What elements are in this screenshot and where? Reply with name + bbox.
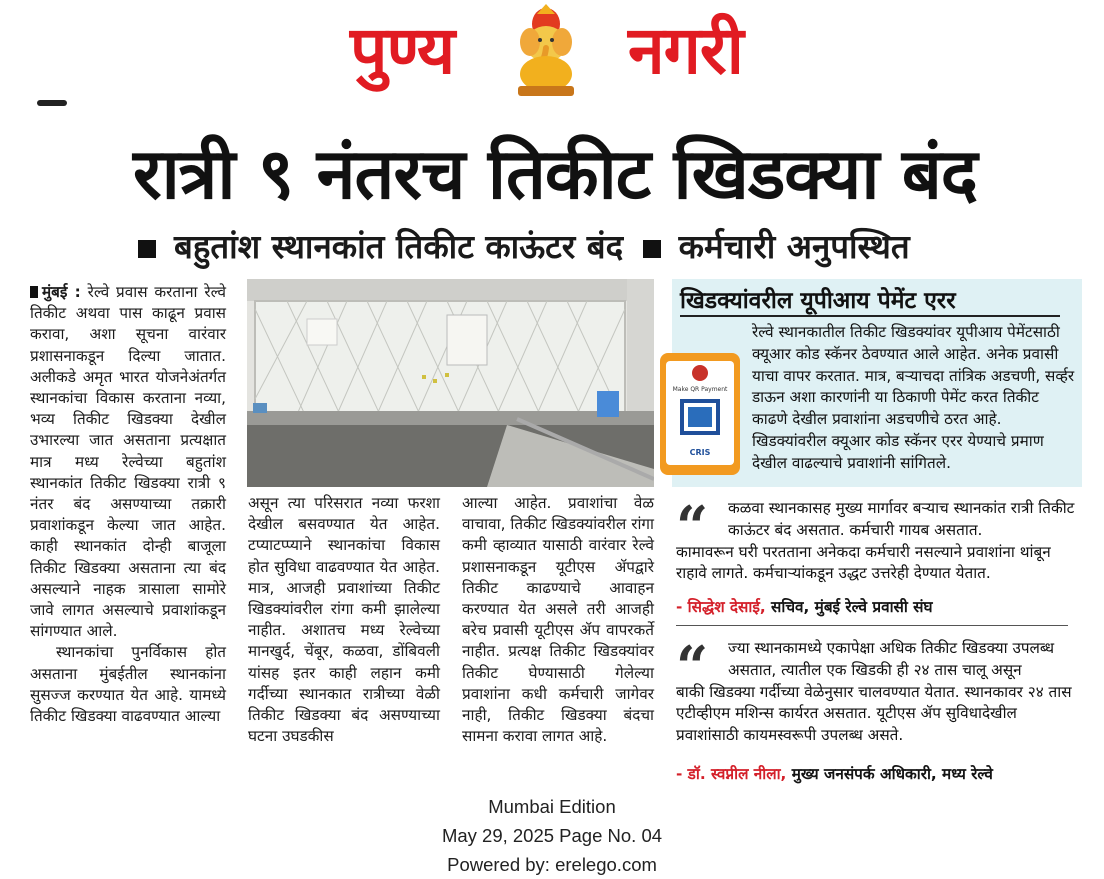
article-column-3-text: आल्या आहेत. प्रवाशांचा वेळ वाचावा, तिकीट खिडक्यांवरील रांगा कमी व्हाव्यात यासाठी वारंवार रेल्वे प्रशासनाकडून यूटीएस ॲपद्वारे तिकीट काढण्याचे आवाहन करण्यात येत असले तरी आजही बरेच प्रवासी यूटीएस ॲप वापरकर्ते नाहीत. प्रत्यक्ष तिकीट खिडक्यांवर तिकीट घेण्यासाठी गेलेल्या प्रवाशांना कधी कर्मचारी जागेवर नाही, तिकीट खिडक्या बंदचा सामना करावा लागत आहे. (462, 494, 654, 746)
article-column-2 (248, 493, 440, 747)
photo-illustration (247, 279, 654, 487)
masthead-title-left: पुण्य (350, 12, 455, 89)
qr-sign-text: Make QR Payment (672, 386, 728, 393)
ganesha-logo-icon (504, 4, 588, 98)
quote-2-lead: ज्या स्थानकामध्ये एकापेक्षा अधिक तिकीट खिडक्या उपलब्ध असतात, त्यातील एक खिडकी ही २४ तास चालू असून (728, 639, 1055, 679)
upi-error-sidebar (672, 279, 1082, 487)
quote-divider (676, 625, 1068, 626)
dateline-marker-icon (30, 286, 38, 298)
article-column-1 (30, 282, 226, 727)
quote-mark-icon: “ (676, 494, 709, 560)
article-paragraph-2: स्थानकांचा पुनर्विकास होत असताना मुंबईतील स्थानकांना सुसज्ज करण्यात येत आहे. यामध्ये तिकीट खिडक्या वाढवण्यात आल्या (30, 643, 226, 726)
article-column-3 (462, 493, 654, 747)
qr-sign-brand: CRIS (689, 448, 711, 457)
dateline: मुंबई : (42, 283, 81, 301)
quote-1-role: सचिव, मुंबई रेल्वे प्रवासी संघ (771, 598, 933, 616)
quote-mark-icon: “ (676, 634, 709, 700)
square-bullet-icon (643, 240, 661, 258)
footer-edition: Mumbai Edition (488, 796, 616, 817)
footer-date-page: May 29, 2025 Page No. 04 (441, 825, 663, 846)
sidebar-title: खिडक्यांवरील यूपीआय पेमेंट एरर (680, 288, 956, 314)
quote-1-text (676, 498, 1084, 585)
qr-payment-stand-image (658, 351, 742, 477)
sidebar-body: रेल्वे स्थानकातील तिकीट खिडक्यांवर यूपीआय पेमेंटसाठी क्यूआर कोड स्कॅनर ठेवण्यात आले आहेत. अनेक प्रवासी याचा वापर करतात. मात्र, बऱ्याचदा तांत्रिक अडचणी, सर्व्हर डाऊन अशा कारणांनी या ठिकाणी पेमेंट करत तिकीट काढणे देखील प्रवाशांना अडचणीचे ठरत आहे. खिडक्यांवरील क्यूआर कोड स्कॅनर एरर येण्याचे प्रमाण देखील वाढल्याचे प्रवाशांनी सांगितले. (752, 323, 1075, 472)
quote-2-text (676, 638, 1084, 747)
ticket-counter-photo (247, 279, 654, 487)
quote-2-role: मुख्य जनसंपर्क अधिकारी, मध्य रेल्वे (791, 765, 993, 783)
subhead-1: बहुतांश स्थानकांत तिकीट काऊंटर बंद (174, 227, 624, 266)
article-paragraph-1: रेल्वे प्रवास करताना रेल्वे तिकीट अथवा पास काढून प्रवास करावा, अशा सूचना वारंवार प्रशासनाकडून दिल्या जातात. अलीकडे अमृत भारत योजनेअंतर्गत स्थानकांचा विकास करताना नव्या, भव्य तिकीट खिडक्या देखील उभारल्या जात असताना प्रत्यक्षात मात्र मध्य रेल्वेच्या बहुतांश स्थानकांत तिकीट खिडक्या रात्री ९ नंतर बंद असण्याच्या तक्रारी प्रवाशांकडून केल्या जात आहेत. काही स्थानकांत दोन्ही बाजूला तिकीट खिडक्या असताना त्या बंद असल्याने नाहक त्रासाला सामोरे जावे लागत असल्याचे प्रवाशांकडून सांगण्यात आले. (30, 283, 226, 641)
decorative-mark (37, 100, 67, 106)
quote-1-attribution (676, 597, 933, 617)
masthead (0, 0, 1104, 104)
square-bullet-icon (138, 240, 156, 258)
subheads (130, 222, 1030, 272)
masthead-title-right: नगरी (628, 12, 743, 89)
quote-2-attribution (676, 764, 993, 784)
quote-2-rest: बाकी खिडक्या गर्दीच्या वेळेनुसार चालवण्यात येतात. स्थानकावर २४ तास एटीव्हीएम मशिन्स कार्यरत असतात. यूटीएस ॲप सुविधादेखील प्रवाशांसाठी कायमस्वरूपी उपलब्ध असते. (676, 682, 1072, 745)
quote-1-lead: कळवा स्थानकासह मुख्य मार्गावर बऱ्याच स्थानकांत रात्री तिकीट काऊंटर बंद असतात. कर्मचारी गायब असतात. (728, 499, 1075, 539)
sidebar-rule (680, 315, 1060, 317)
headline: रात्री ९ नंतरच तिकीट खिडक्या बंद (133, 133, 977, 215)
quote-1-rest: कामावरून घरी परतताना अनेकदा कर्मचारी नसल्याने प्रवाशांना थांबून राहावे लागते. कर्मचाऱ्यांकडून उद्धट उत्तरेही देण्यात येतात. (676, 542, 1051, 583)
article-column-2-text: असून त्या परिसरात नव्या फरशा देखील बसवण्यात येत आहेत. टप्याटप्प्याने स्थानकांचा विकास होत सुविधा वाढवण्यात येत आहेत. मात्र, आजही प्रवाशांच्या तिकीट खिडक्यांवरील रांगा कमी झालेल्या नाहीत. अशातच मध्य रेल्वेच्या मानखुर्द, चेंबूर, कळवा, डोंबिवली यांसह इतर काही लहान कमी गर्दीच्या स्थानकात रात्रीच्या वेळी तिकीट खिडक्या बंद असण्याच्या घटना उघडकीस (248, 494, 440, 746)
subhead-2: कर्मचारी अनुपस्थित (678, 227, 910, 266)
quote-2-name: - डॉ. स्वप्नील नीला, (676, 765, 787, 783)
footer (352, 792, 752, 879)
quote-1-name: - सिद्धेश देसाई, (676, 598, 766, 616)
footer-powered-by: Powered by: erelego.com (447, 854, 657, 875)
